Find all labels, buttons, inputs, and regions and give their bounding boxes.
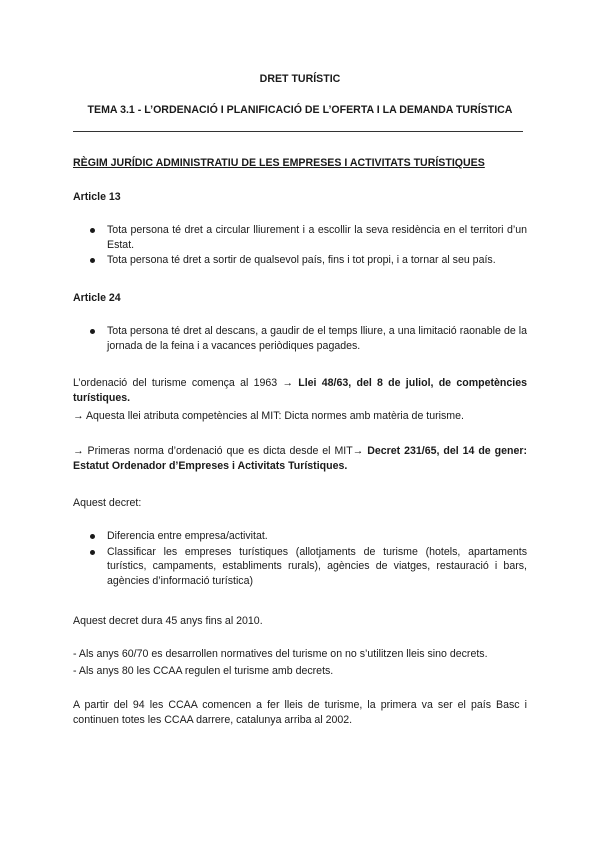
- list-item-text: Classificar les empreses turístiques (allotjaments de turisme (hotels, apartaments turístics, campaments, establiments rurals), agències de viatges, restauració i bars, agències d’informació turística): [107, 545, 527, 587]
- bullet-icon: [90, 258, 95, 263]
- list-item: [73, 529, 527, 544]
- bullet-icon: [90, 534, 95, 539]
- list-item: [73, 253, 527, 268]
- list-item: [73, 324, 527, 353]
- bullet-icon: [90, 228, 95, 233]
- list-item-text: Tota persona té dret a sortir de qualsevol país, fins i tot propi, i a tornar al seu país.: [107, 254, 496, 267]
- section-heading: RÈGIM JURÍDIC ADMINISTRATIU DE LES EMPRESES I ACTIVITATS TURÍSTIQUES: [73, 157, 485, 169]
- list-item-text: Diferencia entre empresa/activitat.: [107, 530, 268, 542]
- closing-paragraph: A partir del 94 les CCAA comencen a fer lleis de turisme, la primera va ser el país Basc i continuen totes les CCAA darrere, catalunya arriba al 2002.: [73, 699, 527, 726]
- article-13-list: [73, 223, 527, 269]
- list-item-text: Tota persona té dret a circular lliurement i a escollir la seva residència en el territori d’un Estat.: [107, 224, 527, 251]
- list-item-text: Tota persona té dret al descans, a gaudir de el temps lliure, a una limitació raonable de la jornada de la feina i a vacances periòdiques pagades.: [107, 325, 527, 352]
- paragraph-text: L’ordenació del turisme comença al 1963 →: [73, 377, 299, 389]
- note-80: - Als anys 80 les CCAA regulen el turisme amb decrets.: [73, 665, 334, 677]
- decret-duration: Aquest decret dura 45 anys fins al 2010.: [73, 615, 263, 627]
- article-24-title: Article 24: [73, 292, 121, 304]
- document-subtitle: TEMA 3.1 - L’ORDENACIÓ I PLANIFICACIÓ DE L’OFERTA I LA DEMANDA TURÍSTICA: [87, 104, 513, 116]
- paragraph-text: → Primeras norma d’ordenació que es dicta desde el MIT→: [73, 445, 368, 457]
- note-60-70: - Als anys 60/70 es desarrollen normatives del turisme on no s’utilitzen lleis sino decrets.: [73, 648, 488, 660]
- article-24-list: [73, 324, 527, 354]
- list-item: [73, 223, 527, 252]
- document-title: DRET TURÍSTIC: [259, 73, 341, 85]
- article-13-title: Article 13: [73, 191, 121, 203]
- bullet-icon: [90, 329, 95, 334]
- bullet-icon: [90, 550, 95, 555]
- ordenacio-paragraph: [73, 376, 527, 405]
- ordenacio-note: → Aquesta llei atributa competències al MIT: Dicta normes amb matèria de turisme.: [73, 410, 464, 422]
- decret-paragraph: [73, 444, 527, 473]
- list-item: [73, 545, 527, 589]
- decret-list: [73, 529, 527, 589]
- divider-line: [73, 131, 523, 132]
- decree-reference: Decret 231/65, del 14 de gener: Estatut Ordenador d’Empreses i Activitats Turístiques.: [73, 445, 527, 472]
- decret-intro: Aquest decret:: [73, 497, 142, 509]
- law-reference: Llei 48/63, del 8 de juliol, de competències turístiques.: [73, 377, 527, 404]
